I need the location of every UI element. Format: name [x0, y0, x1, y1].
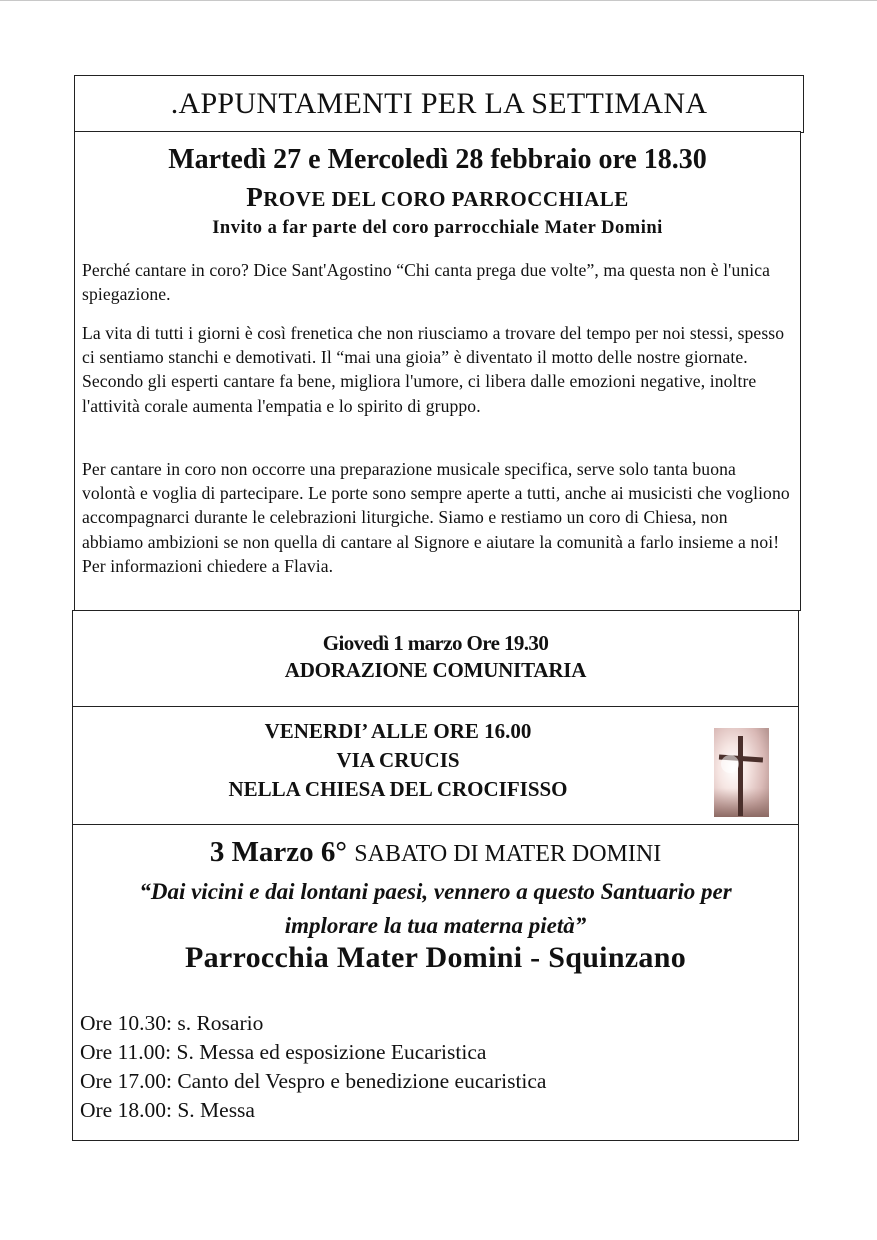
- choir-title: [75, 182, 800, 213]
- saturday-box: [72, 824, 799, 1141]
- via-crucis-title: VIA CRUCIS: [336, 748, 460, 772]
- adoration-title: ADORAZIONE COMUNITARIA: [284, 658, 587, 682]
- adoration-date: Giovedì 1 marzo Ore 19.30: [322, 631, 549, 655]
- parish-name: Parrocchia Mater Domini - Squinzano: [184, 941, 687, 974]
- cross-icon: [714, 728, 769, 817]
- via-crucis-place: NELLA CHIESA DEL CROCIFISSO: [228, 777, 568, 801]
- saturday-title: [73, 836, 798, 869]
- via-crucis-time: VENERDI’ ALLE ORE 16.00: [264, 719, 532, 743]
- choir-title-initial: P: [246, 182, 264, 212]
- via-crucis-text: [73, 717, 723, 804]
- saturday-event-name: SABATO DI MATER DOMINI: [354, 841, 662, 867]
- via-crucis-box: [72, 706, 799, 826]
- schedule-item: Ore 18.00: S. Messa: [80, 1098, 255, 1122]
- choir-rehearsal-box: [74, 131, 801, 611]
- schedule-item: Ore 10.30: s. Rosario: [80, 1011, 264, 1035]
- schedule-item: Ore 11.00: S. Messa ed esposizione Eucaristica: [80, 1040, 487, 1064]
- choir-paragraph-2: La vita di tutti i giorni è così frenetica che non riusciamo a trovare del tempo per noi stessi, spesso ci sentiamo stanchi e demotivati. Il “mai una gioia” è diventato il motto delle nostre giornate. Secondo gli esperti cantare fa bene, migliora l'umore, ci libera dalle emozioni negative, inoltre l'attività corale aumenta l'empatia e lo spirito di gruppo.: [82, 323, 785, 416]
- saturday-date: 3 Marzo 6°: [209, 836, 348, 868]
- choir-date: Martedì 27 e Mercoledì 28 febbraio ore 18.30: [168, 144, 707, 175]
- saturday-quote: “Dai vicini e dai lontani paesi, vennero a questo Santuario per implorare la tua materna pietà”: [139, 879, 732, 938]
- schedule-item: Ore 17.00: Canto del Vespro e benedizione eucaristica: [80, 1069, 547, 1093]
- adoration-box: [72, 610, 799, 708]
- choir-paragraph-3: Per cantare in coro non occorre una preparazione musicale specifica, serve solo tanta buona volontà e voglia di partecipare. Le porte sono sempre aperte a tutti, anche ai musicisti che vogliono accompagnarci durante le celebrazioni liturgiche. Siamo e restiamo un coro di Chiesa, non abbiamo ambizioni se non quella di cantare al Signore e aiutare la comunità a farlo insieme a noi! Per informazioni chiedere a Flavia.: [82, 459, 790, 576]
- page-title: .APPUNTAMENTI PER LA SETTIMANA: [170, 87, 708, 120]
- choir-paragraph-1: Perché cantare in coro? Dice Sant'Agostino “Chi canta prega due volte”, ma questa non è l'unica spiegazione.: [82, 260, 771, 305]
- choir-title-rest: ROVE DEL CORO PARROCCHIALE: [263, 187, 629, 211]
- top-divider: [0, 0, 877, 1]
- choir-subtitle: Invito a far parte del coro parrocchiale Mater Domini: [212, 218, 663, 238]
- header-box: [74, 75, 804, 133]
- schedule-list: [80, 1009, 546, 1125]
